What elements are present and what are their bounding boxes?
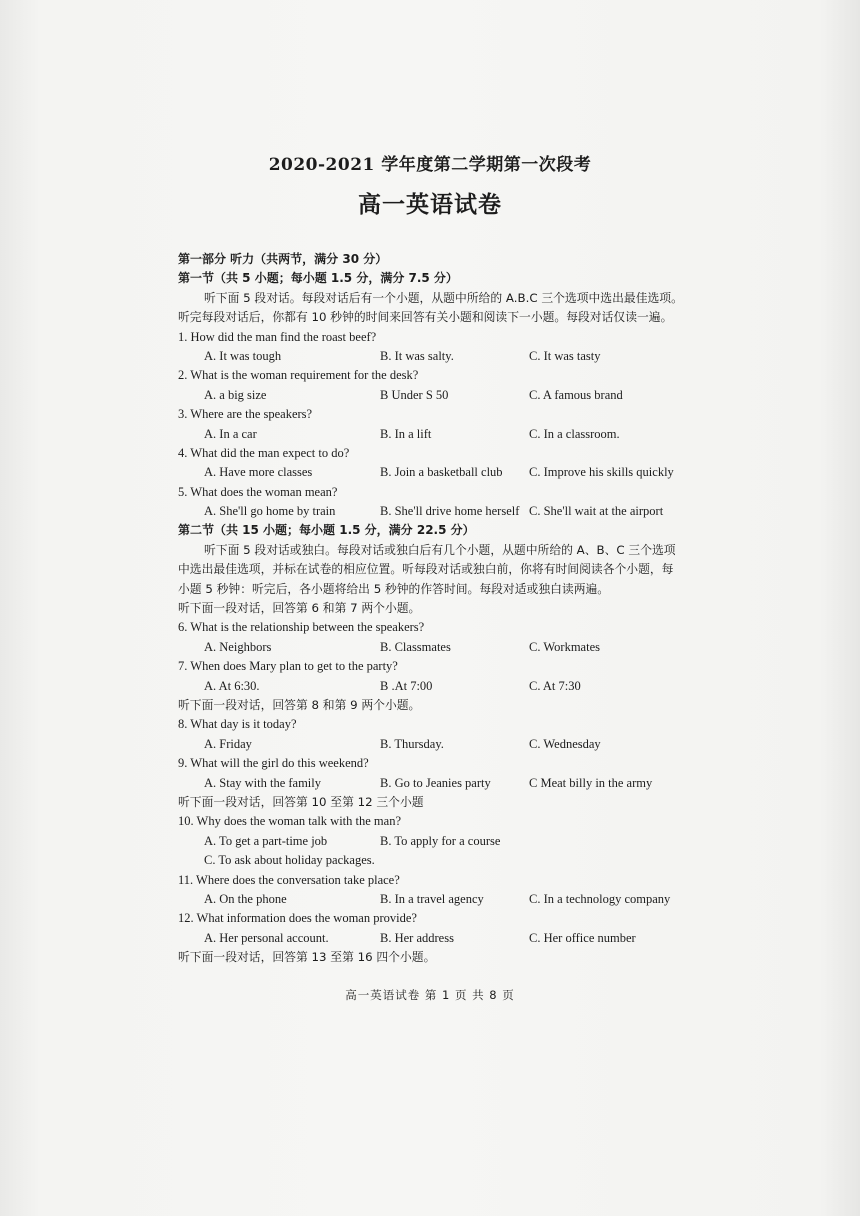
option-b: B. She'll drive home herself xyxy=(380,504,520,519)
options-4 xyxy=(178,463,698,482)
options-10-cont xyxy=(178,851,698,870)
question-11: 11. Where does the conversation take place? xyxy=(178,872,400,887)
option-a: A. To get a part-time job xyxy=(204,833,328,848)
options-8 xyxy=(178,735,698,754)
option-b: B. In a travel agency xyxy=(380,891,484,906)
section2-instruction-end: 小题 5 秒钟：听完后，各小题将给出 5 秒钟的作答时间。每段对适或独白读两遍。 xyxy=(178,581,610,596)
option-c: C. In a technology company xyxy=(529,891,671,906)
part1-heading: 第一部分 听力（共两节，满分 30 分） xyxy=(178,252,388,266)
question-5: 5. What does the woman mean? xyxy=(178,484,338,499)
option-a: A. She'll go home by train xyxy=(204,504,336,519)
options-2 xyxy=(178,386,698,405)
option-a: A. It was tough xyxy=(204,348,282,363)
option-a: A. On the phone xyxy=(204,891,287,906)
option-a: A. Her personal account. xyxy=(204,930,329,945)
section1-heading: 第一节（共 5 小题；每小题 1.5 分，满分 7.5 分） xyxy=(178,271,458,286)
option-a: A. In a car xyxy=(204,426,257,441)
option-c: C. Her office number xyxy=(529,930,636,945)
option-a: A. Stay with the family xyxy=(204,775,321,790)
option-a: A. a big size xyxy=(204,387,267,402)
exam-title: 2020-2021 学年度第二学期第一次段考 xyxy=(268,155,592,175)
question-1: 1. How did the man find the roast beef? xyxy=(178,329,377,344)
option-b: B Under S 50 xyxy=(380,387,449,402)
options-12 xyxy=(178,929,698,948)
option-b: B. It was salty. xyxy=(380,348,454,363)
group-intro: 听下面一段对话，回答第 8 和第 9 两个小题。 xyxy=(178,697,421,712)
option-c: C. Improve his skills quickly xyxy=(529,465,674,480)
option-a: A. At 6:30. xyxy=(204,678,260,693)
options-10 xyxy=(178,832,698,851)
question-7: 7. When does Mary plan to get to the party? xyxy=(178,659,398,674)
question-9: 9. What will the girl do this weekend? xyxy=(178,756,369,771)
option-b: B .At 7:00 xyxy=(380,678,433,693)
option-c: C Meat billy in the army xyxy=(529,775,653,790)
option-b: B. Join a basketball club xyxy=(380,465,503,480)
question-8: 8. What day is it today? xyxy=(178,717,297,732)
section1-instruction-cont: 听完每段对话后，你都有 10 秒钟的时间来回答有关小题和阅读下一小题。每段对话仅读一遍。 xyxy=(178,310,673,325)
option-c: C. To ask about holiday packages. xyxy=(204,853,375,868)
question-10: 10. Why does the woman talk with the man? xyxy=(178,814,401,829)
group-intro: 听下面一段对话，回答第 6 和第 7 两个小题。 xyxy=(178,601,421,616)
options-3 xyxy=(178,425,698,444)
options-1 xyxy=(178,347,698,366)
question-4: 4. What did the man expect to do? xyxy=(178,445,350,460)
option-c: C. Wednesday xyxy=(529,736,601,751)
section2-heading: 第二节（共 15 小题；每小题 1.5 分，满分 22.5 分） xyxy=(178,523,475,538)
question-3: 3. Where are the speakers? xyxy=(178,407,313,422)
exam-content xyxy=(178,250,698,967)
group-intro: 听下面一段对话，回答第 13 至第 16 四个小题。 xyxy=(178,950,436,965)
option-c: C. In a classroom. xyxy=(529,426,620,441)
question-12: 12. What information does the woman provide? xyxy=(178,911,417,926)
question-6: 6. What is the relationship between the speakers? xyxy=(178,620,425,635)
section2-instruction: 听下面 5 段对话或独白。每段对话或独白后有几个小题，从题中所给的 A、B、C 三个选项 xyxy=(204,542,676,557)
options-6 xyxy=(178,638,698,657)
options-7 xyxy=(178,677,698,696)
option-c: C. At 7:30 xyxy=(529,678,581,693)
exam-subtitle: 高一英语试卷 xyxy=(358,191,502,218)
question-2: 2. What is the woman requirement for the desk? xyxy=(178,368,419,383)
option-b: B. To apply for a course xyxy=(380,833,501,848)
option-b: B. In a lift xyxy=(380,426,432,441)
option-c: C. Workmates xyxy=(529,639,600,654)
option-b: B. Classmates xyxy=(380,639,451,654)
option-b: B. Her address xyxy=(380,930,454,945)
options-11 xyxy=(178,890,698,909)
group-intro: 听下面一段对话，回答第 10 至第 12 三个小题 xyxy=(178,794,424,809)
option-b: B. Go to Jeanies party xyxy=(380,775,491,790)
page-footer: 高一英语试卷 第 1 页 共 8 页 xyxy=(345,988,515,1002)
options-9 xyxy=(178,774,698,793)
option-c: C. A famous brand xyxy=(529,387,623,402)
option-a: A. Have more classes xyxy=(204,465,313,480)
section1-instruction: 听下面 5 段对话。每段对话后有一个小题，从题中所给的 A.B.C 三个选项中选出最佳选项。 xyxy=(204,290,683,305)
section2-instruction-cont: 中选出最佳选项，并标在试卷的相应位置。听每段对话或独白前，你将有时间阅读各个小题，每 xyxy=(178,562,674,577)
options-5 xyxy=(178,502,698,521)
option-c: C. She'll wait at the airport xyxy=(529,504,664,519)
option-c: C. It was tasty xyxy=(529,348,601,363)
option-b: B. Thursday. xyxy=(380,736,444,751)
option-a: A. Neighbors xyxy=(204,639,272,654)
option-a: A. Friday xyxy=(204,736,252,751)
